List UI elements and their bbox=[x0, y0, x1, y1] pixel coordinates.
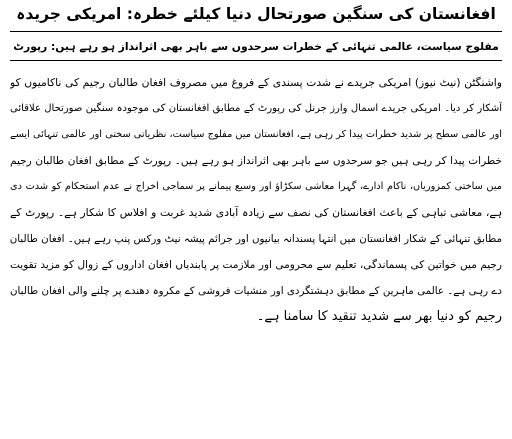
headline: افغانستان کی سنگین صورتحال دنیا کیلئے خطرہ: امریکی جریدہ bbox=[16, 5, 496, 23]
body-line: اور عالمی سطح پر شدید خطرات پیدا کر رہی ہے، افغانستان میں مفلوج سیاست، نظریاتی سختی اور عالمی تنہائی ایسے bbox=[10, 129, 502, 140]
subheadline: مفلوج سیاست، عالمی تنہائی کے خطرات سرحدوں سے باہر بھی اثرانداز ہو رہے ہیں: رپورٹ bbox=[13, 40, 499, 53]
body-line: میں ساختی کمزوریاں، ناکام ادارے، گہرا معاشی سکڑاؤ اور وسیع پیمانے پر سماجی اخراج نے عدم استحکام کو شدت دی bbox=[10, 181, 502, 192]
body-line: دے رہی ہے۔ عالمی ماہرین کے مطابق دہشتگردی اور منشیات فروشی کے مکروہ دھندے پر چلنے والی افغان طالبان bbox=[10, 285, 502, 297]
body-line: واشنگٹن (نیٹ نیوز) امریکی جریدے نے شدت پسندی کے فروغ میں مصروف افغان طالبان رجیم کی ناکامیوں کو bbox=[10, 76, 502, 89]
body-line: مطابق تنہائی کے شکار افغانستان میں انتہا پسندانہ بیانیوں اور جرائم پیشہ نیٹ ورکس پنپ رہے ہیں۔ افغان طالبان bbox=[10, 233, 502, 245]
subheadline-divider bbox=[10, 60, 502, 61]
body-line: رجیم کو دنیا بھر سے شدید تنقید کا سامنا ہے۔ bbox=[256, 309, 502, 324]
body-line: خطرات پیدا کر رہی ہیں جو سرحدوں سے باہر بھی اثرانداز ہو رہے ہیں۔ رپورٹ کے مطابق افغان طالبان رجیم bbox=[10, 155, 502, 167]
body-line: رجیم میں خواتین کی پسماندگی، تعلیم سے محرومی اور ملازمت پر پابندیاں افغان اداروں کے زوال کو مزید تقویت bbox=[10, 259, 502, 271]
body-line: ہے، معاشی تباہی کے باعث افغانستان کی نصف سے زیادہ آبادی شدید غربت و افلاس کا شکار ہے۔ رپورٹ کے bbox=[10, 206, 502, 219]
article-body bbox=[10, 70, 502, 330]
body-line: آشکار کر دیا۔ امریکی جریدے اسمال وارز جرنل کی رپورٹ کے مطابق افغانستان کی موجودہ سنگین صورتحال علاقائی bbox=[10, 103, 502, 114]
